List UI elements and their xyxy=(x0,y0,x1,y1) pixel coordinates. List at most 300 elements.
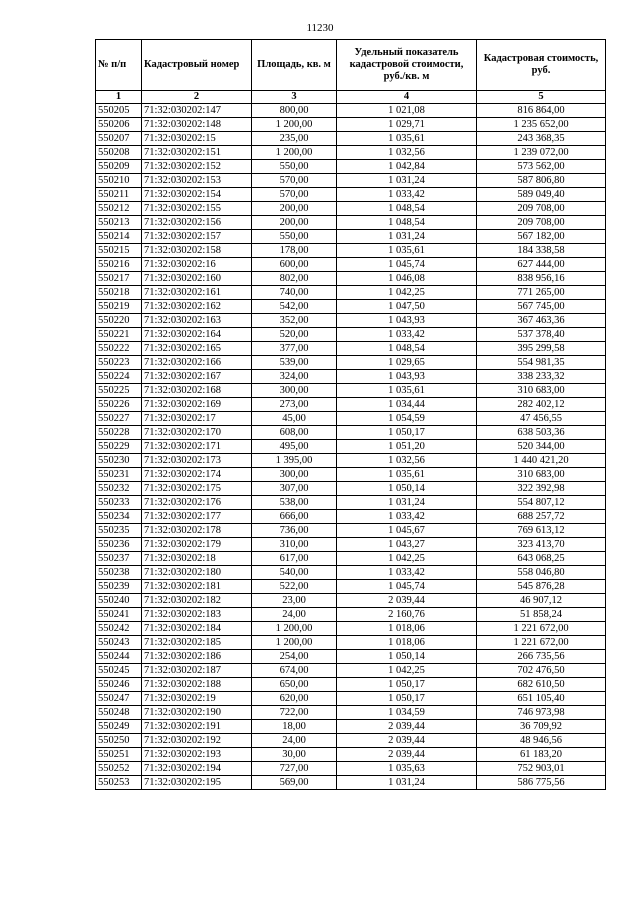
cadastral-number-cell: 71:32:030202:157 xyxy=(142,230,252,244)
row-number-cell: 550207 xyxy=(96,132,142,146)
cadastral-value-cell: 771 265,00 xyxy=(477,286,606,300)
unit-value-cell: 1 035,63 xyxy=(337,762,477,776)
cadastral-value-cell: 36 709,92 xyxy=(477,720,606,734)
table-row xyxy=(96,734,606,748)
row-number-cell: 550205 xyxy=(96,104,142,118)
row-number-cell: 550211 xyxy=(96,188,142,202)
cadastral-number-cell: 71:32:030202:184 xyxy=(142,622,252,636)
area-cell: 1 395,00 xyxy=(252,454,337,468)
cadastral-value-cell: 627 444,00 xyxy=(477,258,606,272)
unit-value-cell: 1 029,71 xyxy=(337,118,477,132)
area-cell: 495,00 xyxy=(252,440,337,454)
row-number-cell: 550225 xyxy=(96,384,142,398)
cadastral-number-cell: 71:32:030202:152 xyxy=(142,160,252,174)
unit-value-cell: 1 031,24 xyxy=(337,230,477,244)
table-row xyxy=(96,216,606,230)
table-row xyxy=(96,426,606,440)
unit-value-cell: 1 031,24 xyxy=(337,776,477,790)
cadastral-number-cell: 71:32:030202:168 xyxy=(142,384,252,398)
table-row xyxy=(96,398,606,412)
cadastral-number-cell: 71:32:030202:176 xyxy=(142,496,252,510)
row-number-cell: 550212 xyxy=(96,202,142,216)
row-number-cell: 550246 xyxy=(96,678,142,692)
cadastral-value-cell: 587 806,80 xyxy=(477,174,606,188)
cadastral-value-cell: 537 378,40 xyxy=(477,328,606,342)
cadastral-number-cell: 71:32:030202:164 xyxy=(142,328,252,342)
cadastral-number-cell: 71:32:030202:18 xyxy=(142,552,252,566)
row-number-cell: 550245 xyxy=(96,664,142,678)
unit-value-cell: 1 032,56 xyxy=(337,146,477,160)
row-number-cell: 550249 xyxy=(96,720,142,734)
row-number-cell: 550219 xyxy=(96,300,142,314)
table-row xyxy=(96,566,606,580)
cadastral-value-cell: 688 257,72 xyxy=(477,510,606,524)
cadastral-value-cell: 323 413,70 xyxy=(477,538,606,552)
table-row xyxy=(96,188,606,202)
area-cell: 538,00 xyxy=(252,496,337,510)
table-row xyxy=(96,300,606,314)
table-row xyxy=(96,468,606,482)
unit-value-cell: 2 039,44 xyxy=(337,594,477,608)
row-number-cell: 550209 xyxy=(96,160,142,174)
cadastral-number-cell: 71:32:030202:181 xyxy=(142,580,252,594)
cadastral-value-cell: 322 392,98 xyxy=(477,482,606,496)
row-number-cell: 550238 xyxy=(96,566,142,580)
cadastral-number-cell: 71:32:030202:153 xyxy=(142,174,252,188)
area-cell: 722,00 xyxy=(252,706,337,720)
row-number-cell: 550228 xyxy=(96,426,142,440)
area-cell: 727,00 xyxy=(252,762,337,776)
cadastral-value-cell: 1 440 421,20 xyxy=(477,454,606,468)
cadastral-value-cell: 567 745,00 xyxy=(477,300,606,314)
unit-value-cell: 1 051,20 xyxy=(337,440,477,454)
row-number-cell: 550241 xyxy=(96,608,142,622)
cadastral-value-cell: 520 344,00 xyxy=(477,440,606,454)
header-cadastral-value: Кадастровая стоимость, руб. xyxy=(477,40,606,91)
table-row xyxy=(96,510,606,524)
cadastral-value-cell: 545 876,28 xyxy=(477,580,606,594)
row-number-cell: 550226 xyxy=(96,398,142,412)
cadastral-value-cell: 838 956,16 xyxy=(477,272,606,286)
area-cell: 674,00 xyxy=(252,664,337,678)
column-index: 3 xyxy=(252,91,337,104)
unit-value-cell: 1 042,25 xyxy=(337,286,477,300)
cadastral-number-cell: 71:32:030202:147 xyxy=(142,104,252,118)
cadastral-value-cell: 310 683,00 xyxy=(477,384,606,398)
unit-value-cell: 1 018,06 xyxy=(337,622,477,636)
area-cell: 569,00 xyxy=(252,776,337,790)
area-cell: 200,00 xyxy=(252,202,337,216)
cadastral-value-cell: 338 233,32 xyxy=(477,370,606,384)
table-row xyxy=(96,230,606,244)
cadastral-number-cell: 71:32:030202:174 xyxy=(142,468,252,482)
table-row xyxy=(96,174,606,188)
area-cell: 45,00 xyxy=(252,412,337,426)
area-cell: 539,00 xyxy=(252,356,337,370)
cadastral-number-cell: 71:32:030202:188 xyxy=(142,678,252,692)
unit-value-cell: 1 050,17 xyxy=(337,426,477,440)
cadastral-number-cell: 71:32:030202:161 xyxy=(142,286,252,300)
unit-value-cell: 1 045,67 xyxy=(337,524,477,538)
unit-value-cell: 2 039,44 xyxy=(337,720,477,734)
unit-value-cell: 1 050,14 xyxy=(337,482,477,496)
cadastral-value-cell: 746 973,98 xyxy=(477,706,606,720)
column-index: 5 xyxy=(477,91,606,104)
table-row xyxy=(96,650,606,664)
cadastral-number-cell: 71:32:030202:175 xyxy=(142,482,252,496)
table-row xyxy=(96,594,606,608)
area-cell: 352,00 xyxy=(252,314,337,328)
area-cell: 1 200,00 xyxy=(252,622,337,636)
area-cell: 307,00 xyxy=(252,482,337,496)
table-row xyxy=(96,244,606,258)
row-number-cell: 550244 xyxy=(96,650,142,664)
area-cell: 377,00 xyxy=(252,342,337,356)
cadastral-value-cell: 310 683,00 xyxy=(477,468,606,482)
cadastral-value-cell: 1 221 672,00 xyxy=(477,622,606,636)
unit-value-cell: 2 160,76 xyxy=(337,608,477,622)
cadastral-value-cell: 243 368,35 xyxy=(477,132,606,146)
area-cell: 24,00 xyxy=(252,608,337,622)
cadastral-number-cell: 71:32:030202:148 xyxy=(142,118,252,132)
row-number-cell: 550247 xyxy=(96,692,142,706)
table-row xyxy=(96,538,606,552)
unit-value-cell: 1 034,59 xyxy=(337,706,477,720)
area-cell: 550,00 xyxy=(252,160,337,174)
unit-value-cell: 1 035,61 xyxy=(337,468,477,482)
cadastral-value-cell: 47 456,55 xyxy=(477,412,606,426)
cadastral-number-cell: 71:32:030202:192 xyxy=(142,734,252,748)
table-row xyxy=(96,678,606,692)
cadastral-number-cell: 71:32:030202:183 xyxy=(142,608,252,622)
unit-value-cell: 1 033,42 xyxy=(337,566,477,580)
unit-value-cell: 1 048,54 xyxy=(337,342,477,356)
cadastral-value-cell: 586 775,56 xyxy=(477,776,606,790)
table-row xyxy=(96,552,606,566)
unit-value-cell: 1 032,56 xyxy=(337,454,477,468)
table-row xyxy=(96,608,606,622)
cadastral-number-cell: 71:32:030202:160 xyxy=(142,272,252,286)
unit-value-cell: 1 018,06 xyxy=(337,636,477,650)
cadastral-value-cell: 752 903,01 xyxy=(477,762,606,776)
table-row xyxy=(96,664,606,678)
table-row xyxy=(96,146,606,160)
cadastral-number-cell: 71:32:030202:165 xyxy=(142,342,252,356)
table-row xyxy=(96,356,606,370)
row-number-cell: 550210 xyxy=(96,174,142,188)
area-cell: 324,00 xyxy=(252,370,337,384)
cadastral-value-cell: 1 239 072,00 xyxy=(477,146,606,160)
cadastral-value-cell: 682 610,50 xyxy=(477,678,606,692)
unit-value-cell: 1 034,44 xyxy=(337,398,477,412)
row-number-cell: 550234 xyxy=(96,510,142,524)
cadastral-value-cell: 702 476,50 xyxy=(477,664,606,678)
unit-value-cell: 1 048,54 xyxy=(337,202,477,216)
table-row xyxy=(96,692,606,706)
table-row xyxy=(96,776,606,790)
area-cell: 666,00 xyxy=(252,510,337,524)
row-number-cell: 550239 xyxy=(96,580,142,594)
unit-value-cell: 1 029,65 xyxy=(337,356,477,370)
row-number-cell: 550221 xyxy=(96,328,142,342)
table-row xyxy=(96,104,606,118)
cadastral-value-cell: 1 221 672,00 xyxy=(477,636,606,650)
cadastral-number-cell: 71:32:030202:170 xyxy=(142,426,252,440)
unit-value-cell: 1 042,84 xyxy=(337,160,477,174)
row-number-cell: 550227 xyxy=(96,412,142,426)
cadastral-value-cell: 589 049,40 xyxy=(477,188,606,202)
cadastral-number-cell: 71:32:030202:155 xyxy=(142,202,252,216)
area-cell: 740,00 xyxy=(252,286,337,300)
cadastral-value-cell: 643 068,25 xyxy=(477,552,606,566)
row-number-cell: 550223 xyxy=(96,356,142,370)
header-area: Площадь, кв. м xyxy=(252,40,337,91)
header-unit-value: Удельный показатель кадастровой стоимости, руб./кв. м xyxy=(337,40,477,91)
row-number-cell: 550213 xyxy=(96,216,142,230)
cadastral-value-cell: 46 907,12 xyxy=(477,594,606,608)
cadastral-value-cell: 61 183,20 xyxy=(477,748,606,762)
cadastral-value-table xyxy=(95,39,606,790)
row-number-cell: 550252 xyxy=(96,762,142,776)
area-cell: 570,00 xyxy=(252,174,337,188)
table-row xyxy=(96,286,606,300)
area-cell: 600,00 xyxy=(252,258,337,272)
area-cell: 235,00 xyxy=(252,132,337,146)
unit-value-cell: 1 021,08 xyxy=(337,104,477,118)
area-cell: 522,00 xyxy=(252,580,337,594)
table-row xyxy=(96,720,606,734)
table-row xyxy=(96,706,606,720)
cadastral-number-cell: 71:32:030202:180 xyxy=(142,566,252,580)
cadastral-number-cell: 71:32:030202:173 xyxy=(142,454,252,468)
area-cell: 254,00 xyxy=(252,650,337,664)
cadastral-value-cell: 367 463,36 xyxy=(477,314,606,328)
cadastral-value-cell: 51 858,24 xyxy=(477,608,606,622)
area-cell: 1 200,00 xyxy=(252,146,337,160)
row-number-cell: 550214 xyxy=(96,230,142,244)
unit-value-cell: 1 045,74 xyxy=(337,258,477,272)
unit-value-cell: 1 054,59 xyxy=(337,412,477,426)
cadastral-number-cell: 71:32:030202:19 xyxy=(142,692,252,706)
table-row xyxy=(96,272,606,286)
table-row xyxy=(96,762,606,776)
unit-value-cell: 1 043,93 xyxy=(337,314,477,328)
row-number-cell: 550243 xyxy=(96,636,142,650)
cadastral-number-cell: 71:32:030202:191 xyxy=(142,720,252,734)
area-cell: 520,00 xyxy=(252,328,337,342)
cadastral-number-cell: 71:32:030202:178 xyxy=(142,524,252,538)
unit-value-cell: 2 039,44 xyxy=(337,734,477,748)
table-row xyxy=(96,314,606,328)
table-row xyxy=(96,454,606,468)
table-row xyxy=(96,440,606,454)
table-row xyxy=(96,328,606,342)
unit-value-cell: 1 042,25 xyxy=(337,552,477,566)
row-number-cell: 550216 xyxy=(96,258,142,272)
cadastral-value-cell: 282 402,12 xyxy=(477,398,606,412)
cadastral-number-cell: 71:32:030202:177 xyxy=(142,510,252,524)
cadastral-number-cell: 71:32:030202:193 xyxy=(142,748,252,762)
table-row xyxy=(96,384,606,398)
cadastral-value-cell: 184 338,58 xyxy=(477,244,606,258)
unit-value-cell: 1 050,17 xyxy=(337,692,477,706)
row-number-cell: 550224 xyxy=(96,370,142,384)
cadastral-number-cell: 71:32:030202:151 xyxy=(142,146,252,160)
row-number-cell: 550230 xyxy=(96,454,142,468)
column-index-row xyxy=(96,91,606,104)
table-row xyxy=(96,412,606,426)
row-number-cell: 550248 xyxy=(96,706,142,720)
header-row-number: № п/п xyxy=(96,40,142,91)
area-cell: 570,00 xyxy=(252,188,337,202)
unit-value-cell: 1 043,93 xyxy=(337,370,477,384)
area-cell: 550,00 xyxy=(252,230,337,244)
unit-value-cell: 1 048,54 xyxy=(337,216,477,230)
cadastral-value-cell: 209 708,00 xyxy=(477,202,606,216)
page-number: 11230 xyxy=(306,22,334,34)
row-number-cell: 550222 xyxy=(96,342,142,356)
unit-value-cell: 1 033,42 xyxy=(337,328,477,342)
table-row xyxy=(96,370,606,384)
area-cell: 1 200,00 xyxy=(252,636,337,650)
row-number-cell: 550229 xyxy=(96,440,142,454)
cadastral-number-cell: 71:32:030202:195 xyxy=(142,776,252,790)
area-cell: 200,00 xyxy=(252,216,337,230)
unit-value-cell: 1 035,61 xyxy=(337,244,477,258)
area-cell: 540,00 xyxy=(252,566,337,580)
table-row xyxy=(96,622,606,636)
area-cell: 650,00 xyxy=(252,678,337,692)
row-number-cell: 550236 xyxy=(96,538,142,552)
table-row xyxy=(96,118,606,132)
row-number-cell: 550215 xyxy=(96,244,142,258)
area-cell: 608,00 xyxy=(252,426,337,440)
unit-value-cell: 1 033,42 xyxy=(337,510,477,524)
table-row xyxy=(96,342,606,356)
area-cell: 617,00 xyxy=(252,552,337,566)
row-number-cell: 550250 xyxy=(96,734,142,748)
unit-value-cell: 1 047,50 xyxy=(337,300,477,314)
unit-value-cell: 1 031,24 xyxy=(337,496,477,510)
table-row xyxy=(96,524,606,538)
area-cell: 542,00 xyxy=(252,300,337,314)
unit-value-cell: 1 035,61 xyxy=(337,384,477,398)
row-number-cell: 550253 xyxy=(96,776,142,790)
cadastral-number-cell: 71:32:030202:187 xyxy=(142,664,252,678)
table-body xyxy=(96,104,606,790)
table-row xyxy=(96,258,606,272)
table-row xyxy=(96,160,606,174)
unit-value-cell: 1 043,27 xyxy=(337,538,477,552)
cadastral-value-cell: 554 807,12 xyxy=(477,496,606,510)
row-number-cell: 550217 xyxy=(96,272,142,286)
table-row xyxy=(96,580,606,594)
area-cell: 1 200,00 xyxy=(252,118,337,132)
area-cell: 800,00 xyxy=(252,104,337,118)
cadastral-number-cell: 71:32:030202:190 xyxy=(142,706,252,720)
cadastral-number-cell: 71:32:030202:163 xyxy=(142,314,252,328)
row-number-cell: 550206 xyxy=(96,118,142,132)
cadastral-number-cell: 71:32:030202:15 xyxy=(142,132,252,146)
unit-value-cell: 2 039,44 xyxy=(337,748,477,762)
cadastral-number-cell: 71:32:030202:182 xyxy=(142,594,252,608)
area-cell: 23,00 xyxy=(252,594,337,608)
unit-value-cell: 1 050,14 xyxy=(337,650,477,664)
area-cell: 18,00 xyxy=(252,720,337,734)
cadastral-number-cell: 71:32:030202:186 xyxy=(142,650,252,664)
unit-value-cell: 1 045,74 xyxy=(337,580,477,594)
header-cadastral-number: Кадастровый номер xyxy=(142,40,252,91)
cadastral-number-cell: 71:32:030202:179 xyxy=(142,538,252,552)
area-cell: 300,00 xyxy=(252,384,337,398)
row-number-cell: 550242 xyxy=(96,622,142,636)
row-number-cell: 550233 xyxy=(96,496,142,510)
cadastral-number-cell: 71:32:030202:167 xyxy=(142,370,252,384)
unit-value-cell: 1 050,17 xyxy=(337,678,477,692)
cadastral-value-cell: 554 981,35 xyxy=(477,356,606,370)
cadastral-number-cell: 71:32:030202:158 xyxy=(142,244,252,258)
row-number-cell: 550235 xyxy=(96,524,142,538)
area-cell: 802,00 xyxy=(252,272,337,286)
area-cell: 620,00 xyxy=(252,692,337,706)
row-number-cell: 550220 xyxy=(96,314,142,328)
table-row xyxy=(96,748,606,762)
area-cell: 310,00 xyxy=(252,538,337,552)
column-index: 4 xyxy=(337,91,477,104)
unit-value-cell: 1 031,24 xyxy=(337,174,477,188)
cadastral-number-cell: 71:32:030202:154 xyxy=(142,188,252,202)
unit-value-cell: 1 046,08 xyxy=(337,272,477,286)
cadastral-value-cell: 48 946,56 xyxy=(477,734,606,748)
area-cell: 178,00 xyxy=(252,244,337,258)
row-number-cell: 550218 xyxy=(96,286,142,300)
column-index: 2 xyxy=(142,91,252,104)
unit-value-cell: 1 035,61 xyxy=(337,132,477,146)
unit-value-cell: 1 033,42 xyxy=(337,188,477,202)
row-number-cell: 550231 xyxy=(96,468,142,482)
cadastral-value-cell: 567 182,00 xyxy=(477,230,606,244)
table-row xyxy=(96,202,606,216)
table-header-row xyxy=(96,40,606,91)
cadastral-value-cell: 573 562,00 xyxy=(477,160,606,174)
area-cell: 736,00 xyxy=(252,524,337,538)
cadastral-value-cell: 769 613,12 xyxy=(477,524,606,538)
area-cell: 273,00 xyxy=(252,398,337,412)
table-row xyxy=(96,132,606,146)
cadastral-number-cell: 71:32:030202:185 xyxy=(142,636,252,650)
unit-value-cell: 1 042,25 xyxy=(337,664,477,678)
cadastral-number-cell: 71:32:030202:171 xyxy=(142,440,252,454)
table-row xyxy=(96,496,606,510)
row-number-cell: 550208 xyxy=(96,146,142,160)
cadastral-value-cell: 266 735,56 xyxy=(477,650,606,664)
cadastral-number-cell: 71:32:030202:17 xyxy=(142,412,252,426)
cadastral-value-cell: 395 299,58 xyxy=(477,342,606,356)
cadastral-number-cell: 71:32:030202:162 xyxy=(142,300,252,314)
cadastral-number-cell: 71:32:030202:166 xyxy=(142,356,252,370)
cadastral-value-cell: 638 503,36 xyxy=(477,426,606,440)
table-row xyxy=(96,482,606,496)
row-number-cell: 550232 xyxy=(96,482,142,496)
row-number-cell: 550240 xyxy=(96,594,142,608)
cadastral-value-cell: 558 046,80 xyxy=(477,566,606,580)
area-cell: 300,00 xyxy=(252,468,337,482)
cadastral-number-cell: 71:32:030202:16 xyxy=(142,258,252,272)
cadastral-value-cell: 651 105,40 xyxy=(477,692,606,706)
cadastral-number-cell: 71:32:030202:169 xyxy=(142,398,252,412)
row-number-cell: 550251 xyxy=(96,748,142,762)
column-index: 1 xyxy=(96,91,142,104)
